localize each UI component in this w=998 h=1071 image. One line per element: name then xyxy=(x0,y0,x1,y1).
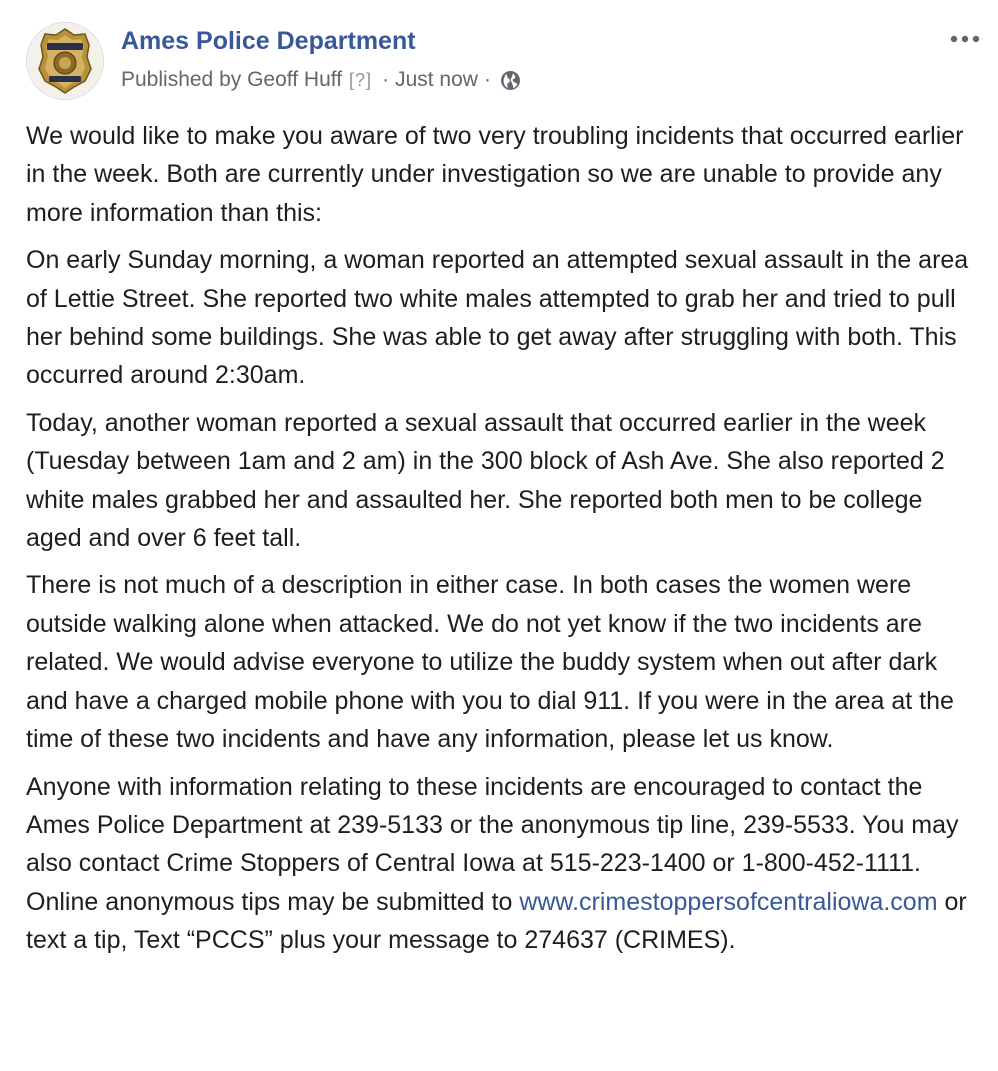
globe-icon[interactable] xyxy=(500,70,521,91)
page-avatar[interactable] xyxy=(26,22,104,100)
post-paragraph: Today, another woman reported a sexual assault that occurred earlier in the week (Tuesday between 1am and 2 am) in the 300 block of Ash Ave. She also reported 2 white males grabbed her and assaulted her. She reported both men to be college aged and over 6 feet tall. xyxy=(26,408,945,553)
post-body xyxy=(26,117,976,969)
author-name[interactable]: Geoff Huff xyxy=(247,68,343,91)
more-options-icon[interactable] xyxy=(946,30,984,48)
post-meta xyxy=(121,68,521,92)
separator-dot: · xyxy=(382,68,390,91)
post-paragraph: We would like to make you aware of two very troubling incidents that occurred earlier in the week. Both are currently under investigation so we are unable to provide any more information than this: xyxy=(26,122,964,227)
help-marker[interactable]: [?] xyxy=(349,69,373,90)
published-prefix: Published by xyxy=(121,68,242,91)
page-name-link[interactable]: Ames Police Department xyxy=(121,27,416,55)
post-paragraph-contact xyxy=(26,768,976,960)
post-paragraph: On early Sunday morning, a woman reported an attempted sexual assault in the area of Lettie Street. She reported two white males attempted to grab her and tried to pull her behind some buildings. She was able to get away after struggling with both. This occurred around 2:30am. xyxy=(26,246,969,390)
post-paragraph: There is not much of a description in either case. In both cases the women were outside walking alone when attacked. We do not yet know if the two incidents are related. We would advise everyone to utilize the buddy system when out after dark and have a charged mobile phone with you to dial 911. If you were in the area at the time of these two incidents and have any information, please let us know. xyxy=(26,571,954,754)
crimestoppers-link[interactable]: www.crimestoppersofcentraliowa.com xyxy=(519,887,938,916)
contact-text-end: or text a tip, Text “PCCS” plus your message to 274637 (CRIMES). xyxy=(26,887,967,955)
timestamp[interactable]: Just now xyxy=(395,68,478,91)
separator-dot: · xyxy=(483,68,491,91)
contact-text: Anyone with information relating to these incidents are encouraged to contact the Ames Police Department at 239-5133 or the anonymous tip line, 239-5533. You may also contact Crime Stoppers of Central Iowa at 515-223-1400 or 1-800-452-1111. Online anonymous tips may be submitted to xyxy=(26,772,959,916)
post-header xyxy=(0,0,998,110)
police-badge-icon xyxy=(27,23,103,99)
